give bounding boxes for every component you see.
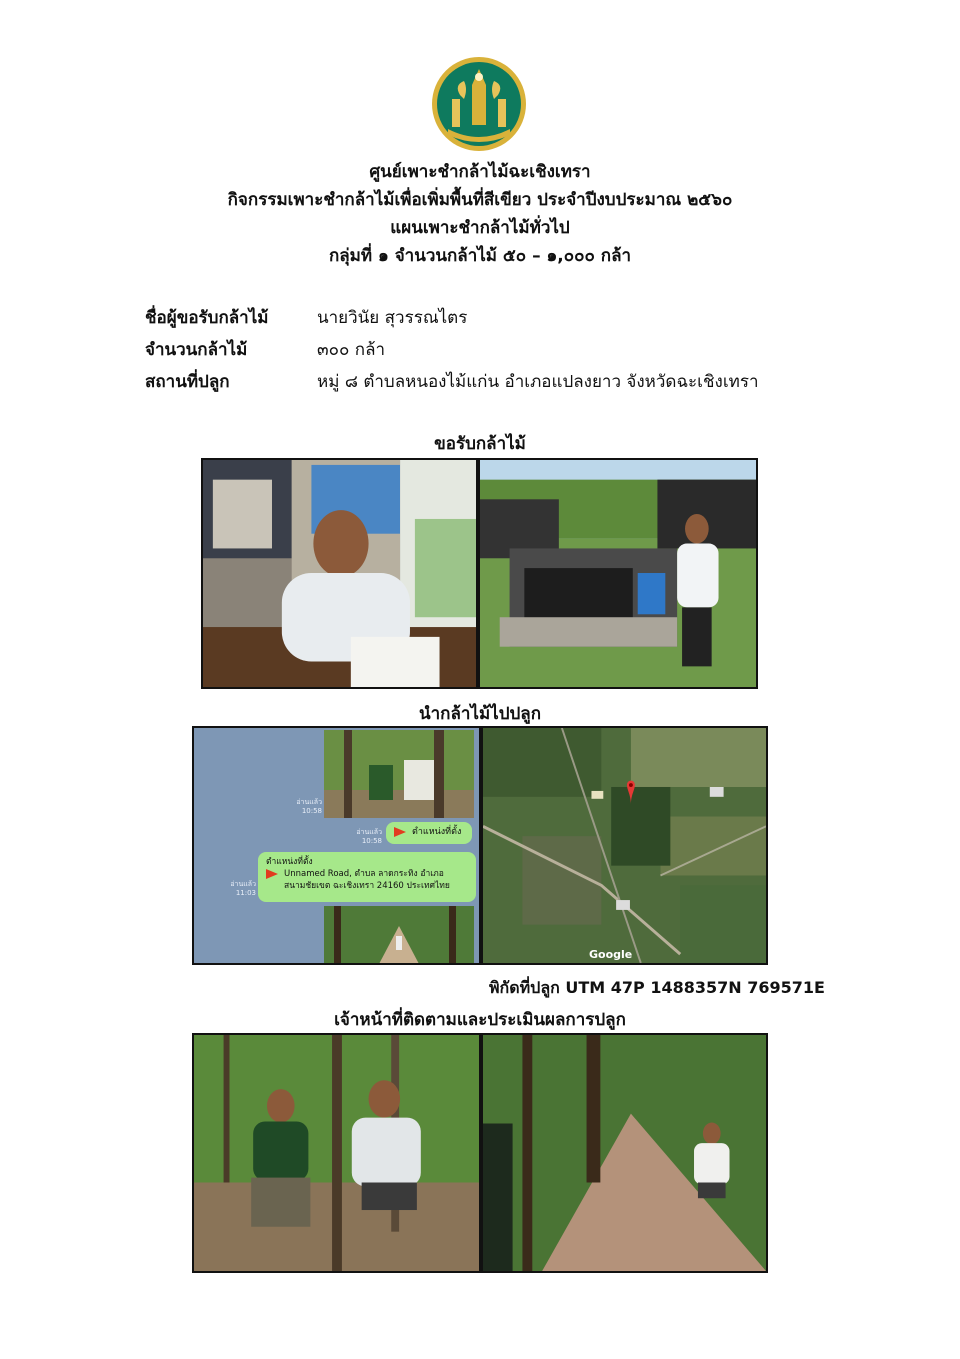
- planting-coordinates: พิกัดที่ปลูก UTM 47P 1488357N 769571E: [489, 978, 825, 997]
- chat-read-1-label: อ่านแล้ว: [296, 798, 322, 806]
- monitor-section-title: เจ้าหน้าที่ติดตามและประเมินผลการปลูก: [334, 1010, 626, 1030]
- satellite-map: [481, 726, 768, 965]
- flag-icon: [394, 827, 406, 837]
- requester-value: นายวินัย สุวรรณไตร: [317, 308, 468, 328]
- plant-section-title: นำกล้าไม้ไปปลูก: [418, 704, 542, 724]
- chat-read-3: [218, 880, 256, 898]
- chat-time-2: 10:58: [361, 837, 382, 845]
- chat-screenshot: [192, 726, 481, 965]
- department-logo: [430, 55, 528, 153]
- receive-section-title: ขอรับกล้าไม้: [434, 434, 526, 454]
- request-info: [145, 302, 759, 398]
- chat-address-line-2: สนามชัยเขต ฉะเชิงเทรา 24160 ประเทศไทย: [284, 881, 450, 891]
- location-label: สถานที่ปลูก: [145, 372, 230, 392]
- photo-office-signing: [201, 458, 478, 689]
- requester-label: ชื่อผู้ขอรับกล้าไม้: [145, 308, 269, 328]
- chat-photo-trail: [324, 906, 474, 964]
- chat-bubble-address[interactable]: [258, 852, 476, 902]
- count-row: [145, 334, 759, 366]
- chat-address-line-1: Unnamed Road, ตำบล ลาดกระทิง อำเภอ: [284, 869, 444, 879]
- count-label: จำนวนกล้าไม้: [145, 340, 248, 360]
- flag-icon: [266, 869, 278, 879]
- header-line-3: แผนเพาะชำกล้าไม้ทั่วไป: [390, 218, 570, 238]
- chat-read-2-label: อ่านแล้ว: [356, 828, 382, 836]
- header-line-1: ศูนย์เพาะชำกล้าไม้ฉะเชิงเทรา: [369, 162, 591, 182]
- header-line-2: กิจกรรมเพาะชำกล้าไม้เพื่อเพิ่มพื้นที่สีเขียว ประจำปีงบประมาณ ๒๕๖๐: [227, 190, 733, 210]
- count-value: ๓๐๐ กล้า: [317, 340, 386, 360]
- chat-bubble-location-label: ตำแหน่งที่ตั้ง: [412, 827, 462, 837]
- requester-row: [145, 302, 759, 334]
- photo-officers-inspecting: [192, 1033, 481, 1273]
- header-line-4: กลุ่มที่ ๑ จำนวนกล้าไม้ ๕๐ – ๑,๐๐๐ กล้า: [328, 246, 632, 266]
- chat-read-2: [344, 828, 382, 846]
- chat-bubble-location[interactable]: [386, 822, 472, 844]
- document-header: [0, 158, 960, 270]
- chat-time-3: 11:03: [235, 889, 256, 897]
- chat-time-1: 10:58: [301, 807, 322, 815]
- map-watermark: Google: [589, 948, 633, 961]
- location-value: หมู่ ๘ ตำบลหนองไม้แก่น อำเภอแปลงยาว จังหวัดฉะเชิงเทรา: [317, 372, 759, 392]
- chat-photo-planting: [324, 730, 474, 818]
- photo-truck-seedlings: [478, 458, 758, 689]
- chat-address-title: ตำแหน่งที่ตั้ง: [266, 857, 313, 867]
- chat-read-3-label: อ่านแล้ว: [230, 880, 256, 888]
- location-row: [145, 366, 759, 398]
- photo-forest-trail: [481, 1033, 768, 1273]
- chat-read-1: [284, 798, 322, 816]
